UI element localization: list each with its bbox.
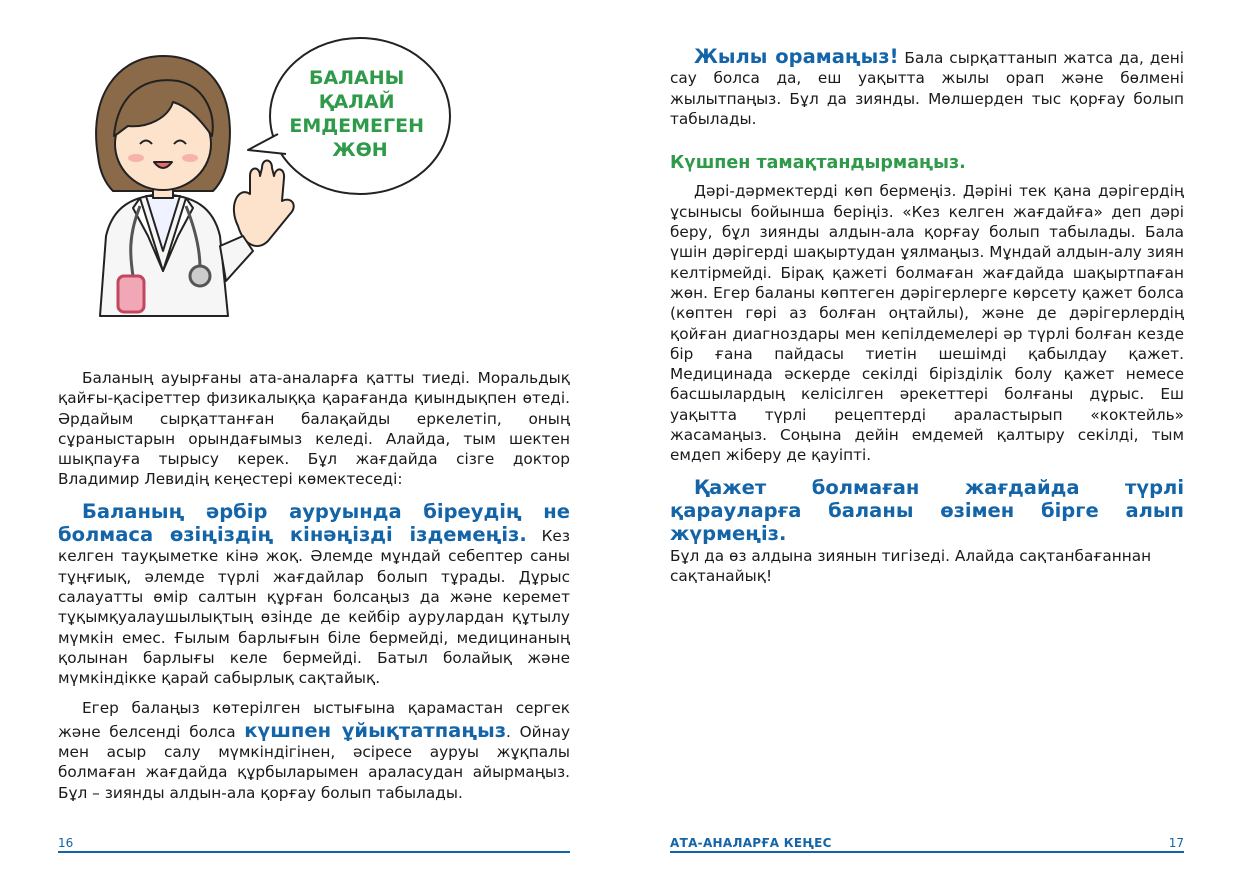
- left-page: [58, 0, 570, 879]
- heading-blame: Баланың әрбір ауруында біреудің не болмаса өзіңіздің кінәңізді іздемеңіз.: [58, 499, 570, 547]
- doctor-figure: [96, 56, 294, 316]
- intro-paragraph: Баланың ауырғаны ата-аналарға қатты тиеді. Моральдық қайғы-қасіреттер физикалыққа қарағанда қиындықпен өтеді. Әрдайым сырқаттанған балақайды еркелетіп, оның сұраныстарын орындағымыз келеді. Алайда, тым шектен шықпауға тырысу керек. Бұл жағдайда сізге доктор Владимир Левидің кеңестері көмектеседі:: [58, 369, 570, 489]
- text-sleep-b: . Ойнау мен асыр салу мүмкіндігінен, әсіресе ауруы жұқпалы болмаған жағдайда құрбыларымен араласудан айырмаңыз. Бұл – зиянды алдын-ала қорғау болып табылады.: [58, 722, 570, 802]
- page-number-left: 16: [58, 836, 74, 850]
- paragraph-blame: [58, 500, 570, 689]
- paragraph-checkups: [670, 476, 1184, 546]
- text-blame: Кез келген тауқыметке кінә жоқ. Әлемде мұндай себептер саны тұңғиық, әлемде түрлі жағдайлар болып тұрады. Дұрыс салауатты өмір салтын құрған болсаңыз да және керемет тұқымқуалаушылықтың өзінде де кейбір аурулардан құтылу мүмкін емес. Ғылым барлығын біле бермейді, медицинаның қолынан барлығы келе бермейді. Батыл болайық және мүмкіндікке қарай сабырлық сақтайық.: [58, 527, 570, 688]
- footer-divider-right: [670, 851, 1184, 853]
- page-number-right: 17: [1168, 836, 1184, 850]
- bubble-line-1: БАЛАНЫ: [309, 67, 405, 89]
- text-sleep-a: Егер балаңыз көтерілген ыстығына қарамастан сергек және белсенді болса: [58, 699, 570, 741]
- right-page: [670, 0, 1184, 879]
- doctor-illustration: [78, 36, 458, 326]
- bubble-line-2: ҚАЛАЙ: [318, 91, 395, 113]
- text-wrap: Бала сырқаттанып жатса да, дені сау болса да, еш уақытта жылы орап және бөлмені жылытпаңыз. Бұл да зиянды. Мөлшерден тыс қорғау болып табылады.: [670, 49, 1184, 128]
- footer-title: АТА-АНАЛАРҒА КЕҢЕС: [670, 836, 832, 850]
- bubble-line-3: ЕМДЕМЕГЕН: [289, 115, 425, 137]
- footer-divider-left: [58, 851, 570, 853]
- paragraph-medicine: Дәрі-дәрмектерді көп бермеңіз. Дәріні тек қана дәрігердің ұсынысы бойынша беріңіз. «Кез келген жағдайға» деп дәрі беру, бұл зиянды алдын-ала қорғау болып табылады. Бала үшін дәрігерді шақыртудан ұялмаңыз. Мұндай алдын-алу зиян келтірмейді. Бірақ қажеті болмаған жағдайда шақыртпаған жөн. Егер баланы көптеген дәрігерлерге көрсету қажет болса (көптен гөрі аз болған оңтайлы), және де дәрігерлердің қойған диагноздары мен кепілдемелері әр түрлі болған кезде бір ғана пайдасы тиетін шешімді қабылдау қажет. Медицинада әскерде секілді бірізділік болу қажет немесе басшылардың келісілген әрекеттері болғаны дұрыс. Еш уақытта түрлі рецептерді араластырып «коктейль» жасамаңыз. Соңына дейін емдемей қалтыру секілді, тым емдеп жіберу де қауіпті.: [670, 182, 1184, 465]
- text-checkups: Бұл да өз алдына зиянын тигізеді. Алайда сақтанбағаннан сақтанайық!: [670, 546, 1152, 585]
- heading-checkups: Қажет болмаған жағдайда түрлі қарауларға баланы өзімен бірге алып жүрмеңіз.: [670, 475, 1184, 546]
- right-text: [670, 45, 1184, 586]
- left-text: [58, 368, 570, 803]
- heading-sleep: күшпен ұйықтатпаңыз: [244, 718, 507, 742]
- paragraph-wrap: [670, 45, 1184, 129]
- section-title-feeding: Күшпен тамақтандырмаңыз.: [670, 153, 966, 174]
- bubble-line-4: ЖӨН: [332, 139, 388, 161]
- paragraph-sleep: [58, 698, 570, 802]
- heading-wrap: Жылы орамаңыз!: [694, 45, 899, 68]
